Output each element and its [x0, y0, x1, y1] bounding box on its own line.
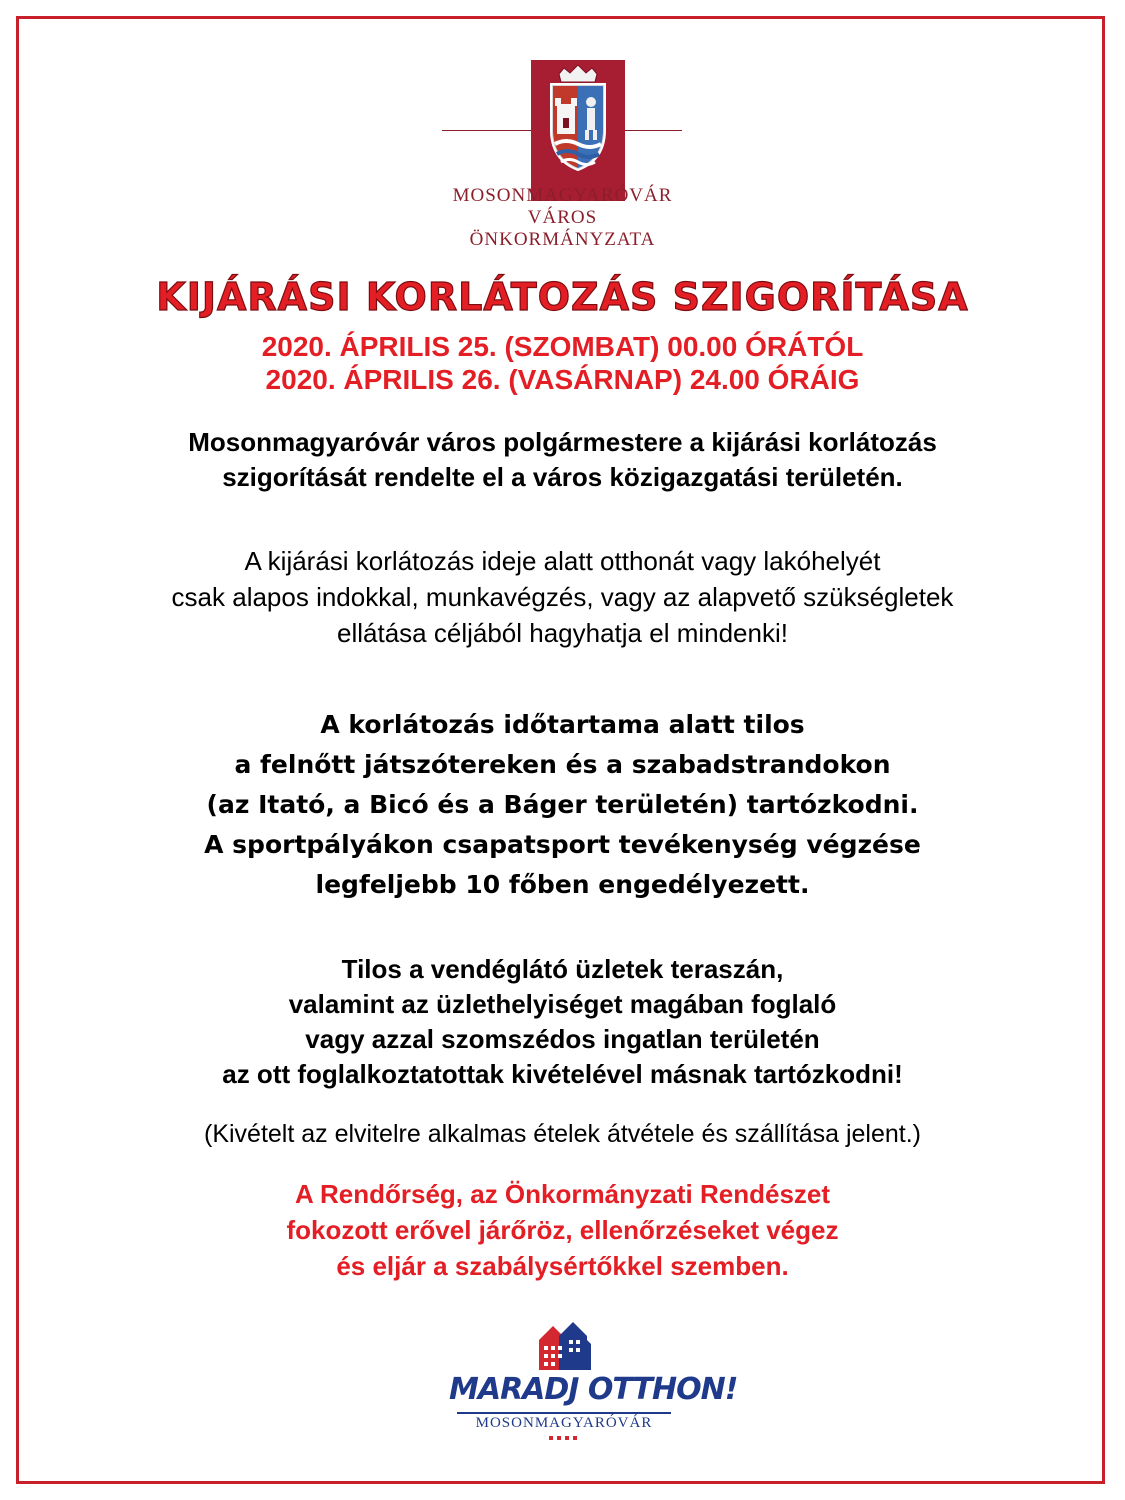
coat-of-arms-icon — [531, 60, 625, 201]
paragraph-line: szigorítását rendelte el a város közigazgatási területén. — [222, 462, 903, 492]
hospitality-note: (Kivételt az elvitelre alkalmas ételek átvétele és szállítása jelent.) — [204, 1120, 921, 1148]
paragraph-line: fokozott erővel járőröz, ellenőrzéseket végez — [286, 1215, 839, 1245]
badge-city: MOSONMAGYARÓVÁR — [475, 1415, 653, 1431]
badge-slogan: MARADJ OTTHON! — [449, 1372, 738, 1407]
paragraph-line: A korlátozás időtartama alatt tilos — [320, 710, 805, 739]
start-date: 2020. ÁPRILIS 25. (SZOMBAT) 00.00 ÓRÁTÓL — [261, 331, 864, 362]
paragraph-line: és eljár a szabálysértőkkel szemben. — [336, 1251, 789, 1281]
municipality-line: ÖNKORMÁNYZATA — [469, 229, 656, 250]
end-date: 2020. ÁPRILIS 26. (VASÁRNAP) 24.00 ÓRÁIG — [265, 364, 860, 395]
municipality-line: VÁROS — [527, 207, 598, 228]
paragraph-line: legfeljebb 10 főben engedélyezett. — [315, 870, 810, 899]
houses-icon — [537, 1318, 593, 1370]
badge-dots — [549, 1436, 579, 1440]
leave-home-paragraph — [0, 543, 1125, 651]
enforcement-paragraph — [0, 1176, 1125, 1284]
announcement-paragraph — [0, 425, 1125, 495]
paragraph-line: az ott foglalkoztatottak kivételével másnak tartózkodni! — [222, 1059, 903, 1089]
paragraph-line: A Rendőrség, az Önkormányzati Rendészet — [294, 1179, 831, 1209]
paragraph-line: valamint az üzlethelyiséget magában foglaló — [288, 989, 837, 1019]
stay-home-badge — [449, 1318, 738, 1448]
paragraph-line: A kijárási korlátozás ideje alatt otthonát vagy lakóhelyét — [244, 546, 881, 576]
paragraph-line: Tilos a vendéglátó üzletek teraszán, — [341, 954, 784, 984]
paragraph-line: (az Itató, a Bicó és a Báger területén) tartózkodni. — [206, 790, 919, 819]
page-title: KIJÁRÁSI KORLÁTOZÁS SZIGORÍTÁSA — [156, 275, 969, 319]
paragraph-line: csak alapos indokkal, munkavégzés, vagy az alapvető szükségletek — [171, 582, 954, 612]
municipality-name — [0, 185, 1125, 251]
hospitality-paragraph — [0, 952, 1125, 1092]
restriction-dates — [0, 330, 1125, 396]
paragraph-line: Mosonmagyaróvár város polgármestere a kijárási korlátozás — [188, 427, 937, 457]
paragraph-line: vagy azzal szomszédos ingatlan területén — [305, 1024, 820, 1054]
playgrounds-paragraph — [0, 705, 1125, 905]
paragraph-line: a felnőtt játszótereken és a szabadstrandokon — [234, 750, 891, 779]
paragraph-line: A sportpályákon csapatsport tevékenység végzése — [204, 830, 921, 859]
paragraph-line: ellátása céljából hagyhatja el mindenki! — [337, 618, 788, 648]
municipality-line: MOSONMAGYARÓVÁR — [452, 185, 673, 206]
